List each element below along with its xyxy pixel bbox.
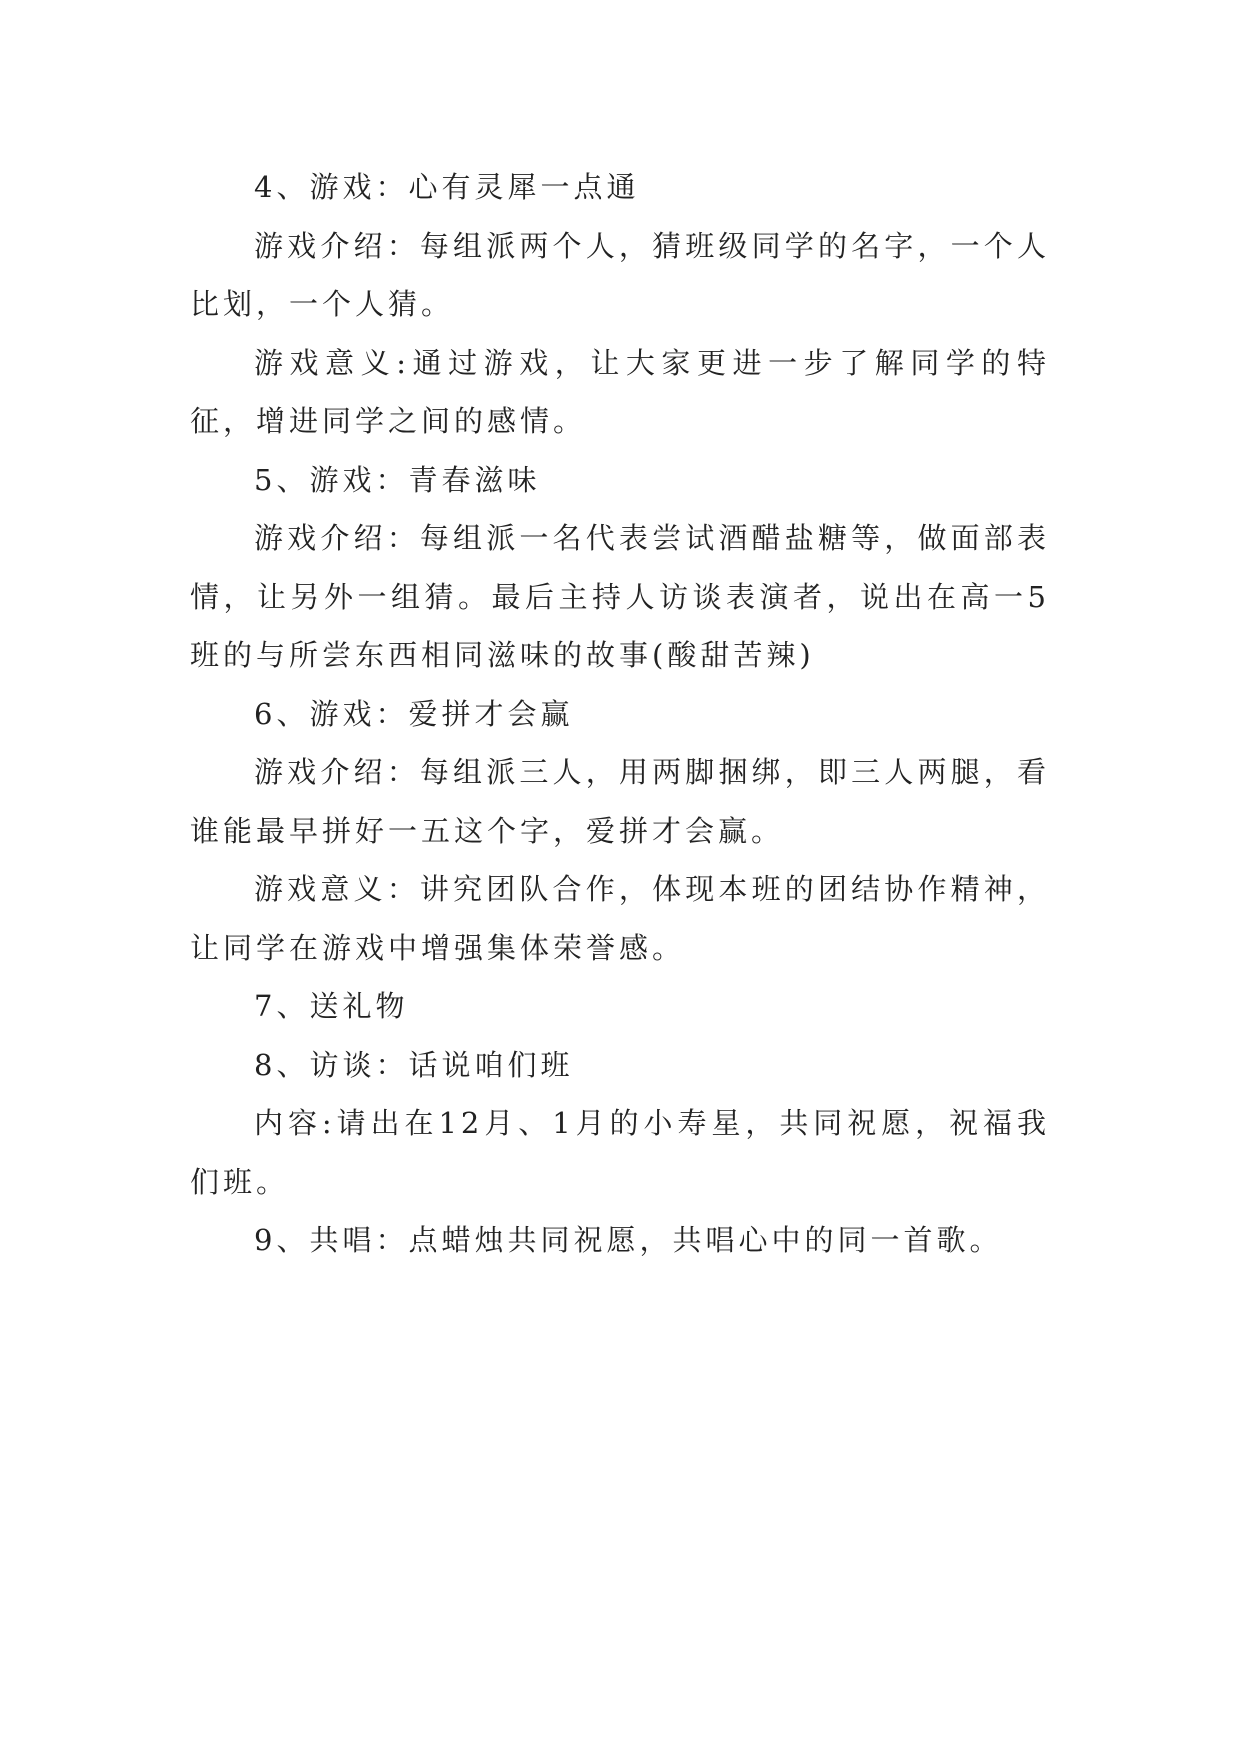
game-4-intro: 游戏介绍：每组派两个人，猜班级同学的名字，一个人比划，一个人猜。 <box>190 228 1050 321</box>
heading-game-4: 4、游戏：心有灵犀一点通 <box>254 170 640 204</box>
heading-game-6: 6、游戏：爱拼才会赢 <box>254 696 574 731</box>
item-8-content: 内容:请出在12月、1月的小寿星，共同祝愿，祝福我们班。 <box>190 1106 1050 1199</box>
heading-item-9: 9、共唱：点蜡烛共同祝愿，共唱心中的同一首歌。 <box>254 1223 1003 1257</box>
heading-item-7: 7、送礼物 <box>254 989 409 1023</box>
game-6-meaning: 游戏意义：讲究团队合作，体现本班的团结协作精神，让同学在游戏中增强集体荣誉感。 <box>190 872 1050 965</box>
heading-game-5: 5、游戏：青春滋味 <box>254 462 541 497</box>
document-body <box>190 158 1050 1270</box>
heading-item-8: 8、访谈：话说咱们班 <box>254 1047 574 1082</box>
game-4-meaning: 游戏意义:通过游戏，让大家更进一步了解同学的特征，增进同学之间的感情。 <box>190 345 1050 438</box>
game-5-intro: 游戏介绍：每组派一名代表尝试酒醋盐糖等，做面部表情，让另外一组猜。最后主持人访谈表演者，说出在高一5班的与所尝东西相同滋味的故事(酸甜苦辣) <box>190 521 1050 672</box>
game-6-intro: 游戏介绍：每组派三人，用两脚捆绑，即三人两腿，看谁能最早拼好一五这个字，爱拼才会赢。 <box>190 755 1050 848</box>
